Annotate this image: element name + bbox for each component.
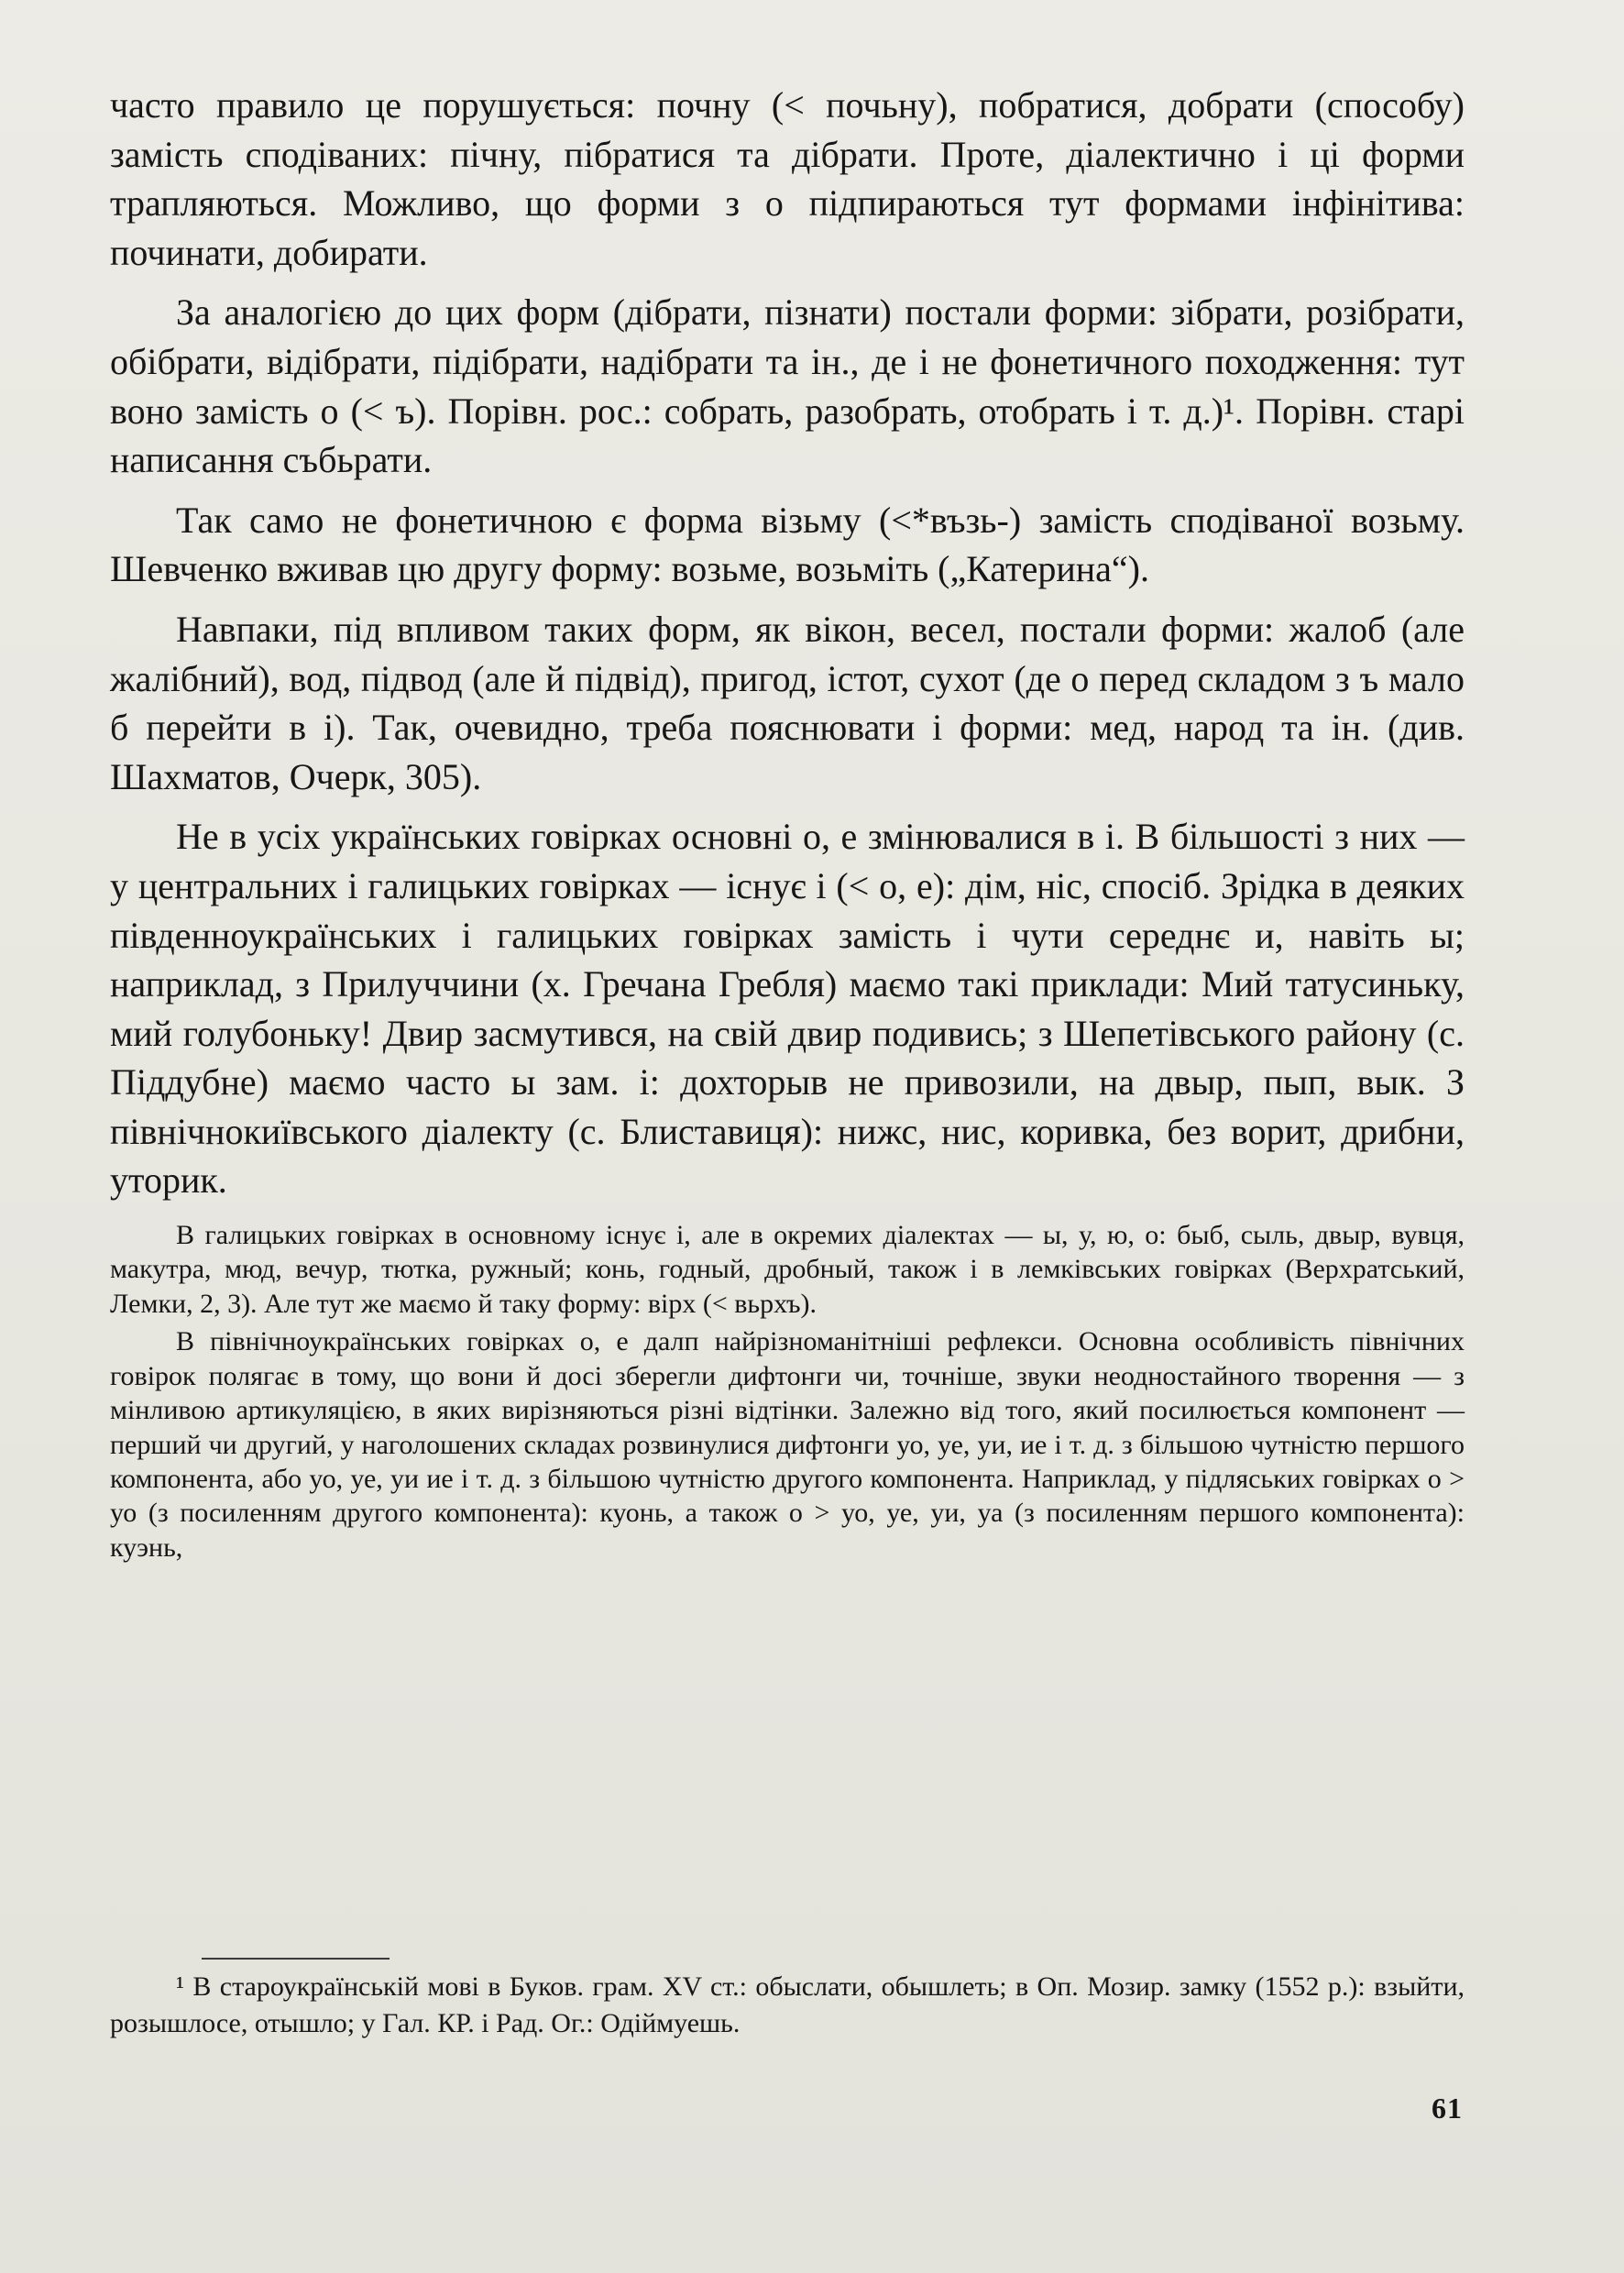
main-text — [110, 81, 1465, 1205]
page-number: 61 — [1432, 2092, 1463, 2125]
paragraph: Так само не фонетичною є форма візьму (<*възь-) замість сподіваної возьму. Шевченко вживав цю другу форму: возьме, возьміть („Катерина“). — [110, 499, 1465, 590]
small-paragraph: В галицьких говірках в основному існує і, але в окремих діалектах — ы, у, ю, о: быб, сыль, двыр, вувця, макутра, мюд, вечур, тютка, ружный; конь, годный, дробный, також і в лемківських говірках (Верхратський, Лемки, 2, 3). Але тут же маємо й таку форму: вірх (< вьрхъ). — [110, 1220, 1465, 1319]
footnote-text: ¹ В староукраїнській мові в Буков. грам. XV ст.: обыслати, обышлеть; в Оп. Мозир. замку (1552 р.): взыйти, розышлосе, отышло; у Гал. КР. і Рад. Ог.: Одіймуешь. — [110, 1971, 1465, 2039]
footnote-divider — [202, 1958, 390, 1960]
footnote — [110, 1969, 1465, 2043]
paragraph: За аналогією до цих форм (дібрати, пізнати) постали форми: зібрати, розібрати, обібрати, відібрати, підібрати, надібрати та ін., де і не фонетичного походження: тут воно замість о (< ъ). Порівн. рос.: собрать, разобрать, отобрать і т. д.)¹. Порівн. старі написання събьрати. — [110, 291, 1465, 481]
small-print-section — [110, 1218, 1465, 1565]
paragraph: часто правило це порушується: почну (< почьну), побратися, добрати (способу) замість сподіваних: пічну, пібратися та дібрати. Проте, діалектично і ці форми трапляються. Можливо, що форми з о підпираються тут формами інфінітива: починати, добирати. — [110, 84, 1465, 273]
small-paragraph: В північноукраїнських говірках о, е далп найрізноманітніші рефлекси. Основна особливість північних говірок полягає в тому, що вони й досі зберегли дифтонги чи, точніше, звуки неодностайного творення — з мінливою артикуляцією, в яких вирізняються різні відтінки. Залежно від того, який посилюється компонент — перший чи другий, у наголошених складах розвинулися дифтонги уо, уе, уи, ие і т. д. з більшою чутністю першого компонента, або уо, уе, уи ие і т. д. з більшою чутністю другого компонента. Наприклад, у підляських говірках о > уо (з посиленням другого компонента): куонь, а також о > уо, уе, уи, уа (з посиленням першого компонента): куэнь, — [110, 1326, 1465, 1563]
paragraph: Навпаки, під впливом таких форм, як вікон, весел, постали форми: жалоб (але жалібний), вод, підвод (але й підвід), пригод, істот, сухот (де о перед складом з ъ мало б перейти в і). Так, очевидно, треба пояснювати і форми: мед, народ та ін. (див. Шахматов, Очерк, 305). — [110, 608, 1465, 797]
paragraph: Не в усіх українських говірках основні о, е змінювалися в і. В більшості з них — у центральних і галицьких говірках — існує і (< о, е): дім, ніс, спосіб. Зрідка в деяких південноукраїнських і галицьких говірках замість і чути середнє и, навіть ы; наприклад, з Прилуччини (х. Гречана Гребля) маємо такі приклади: Мий татусиньку, мий голубоньку! Двир засмутився, на свій двир подивись; з Шепетівського району (с. Піддубне) маємо часто ы зам. і: дохторыв не привозили, на двыр, пып, вык. З північнокиївського діалекту (с. Блиставиця): нижс, нис, коривка, без ворит, дрибни, уторик. — [110, 816, 1465, 1202]
body-text — [110, 81, 1465, 1565]
